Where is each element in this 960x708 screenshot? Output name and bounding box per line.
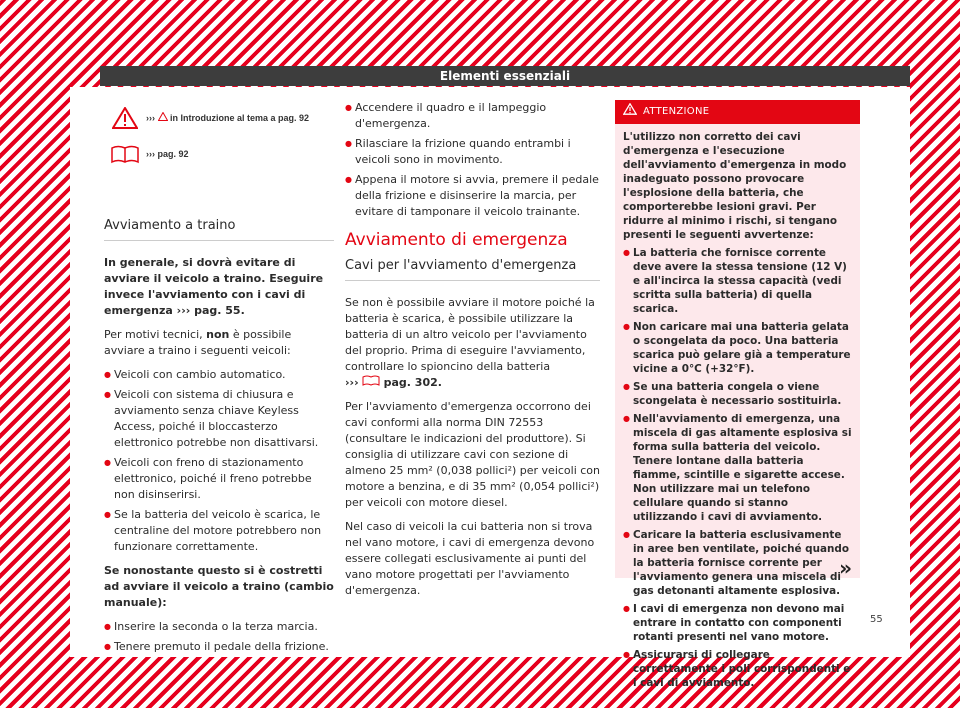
warning-panel — [615, 100, 860, 689]
book-icon — [104, 144, 146, 164]
warning-item: ● I cavi di emergenza non devono mai entrare in contatto con componenti rotanti presenti nel vano motore. — [623, 602, 852, 644]
warning-item: ● Non caricare mai una batteria gelata o scongelata da poco. Una batteria scarica può gelare già a temperature vicine a 0°C (+32°F). — [623, 320, 852, 376]
list-item: ● Accendere il quadro e il lampeggio d'emergenza. — [345, 100, 600, 132]
intro-text: In generale, si dovrà evitare di avviare il veicolo a traino. Eseguire invece l'avviamento con i cavi di emergenza — [104, 256, 324, 317]
small-book-icon — [362, 376, 380, 389]
manual-heading: Se nonostante questo si è costretti ad avviare il veicolo a traino (cambio manuale): — [104, 564, 334, 609]
warning-title: ATTENZIONE — [643, 106, 710, 117]
section-subtitle: Cavi per l'avviamento d'emergenza — [345, 258, 600, 281]
warning-item: ● Assicurarsi di collegare correttamente i poli corrispondenti e i cavi di avviamento. — [623, 648, 852, 690]
intro-paragraph — [104, 255, 334, 319]
ref-link-page[interactable]: pag. 302. — [383, 376, 442, 389]
tech-text-end: è possibile avviare a traino i seguenti veicoli: — [104, 328, 292, 357]
warning-triangle-icon — [623, 103, 637, 121]
warning-header — [615, 100, 860, 124]
warning-box — [615, 100, 860, 689]
continue-arrow: » — [839, 556, 852, 580]
warning-triangle-icon — [104, 107, 146, 129]
tech-non: non — [206, 328, 230, 341]
warning-item: ● Se una batteria congela o viene scongelata è necessario sostituirla. — [623, 380, 852, 408]
paragraph-text: Se non è possibile avviare il motore poiché la batteria è scarica, è possibile utilizzare la batteria di un altro veicolo per l'avviamento del proprio. Prima di eseguire l'avviamento, controllare lo spioncino della batteria — [345, 296, 595, 373]
warning-item: ● Caricare la batteria esclusivamente in aree ben ventilate, poiché quando la batteria fornisce corrente per l'avviamento genera una miscela di gas detonanti altamente esplosiva. — [623, 528, 852, 598]
list-item: ● Appena il motore si avvia, premere il pedale della frizione e disinserire la marcia, per evitare di tamponare il veicolo trainante. — [345, 172, 600, 220]
warning-item: ● Nell'avviamento di emergenza, una miscela di gas altamente esplosiva si forma sulla batteria del veicolo. Tenere lontane dalla batteria fiamme, scintille e sigarette accese. Non utilizzare mai un telefono cellulare quando si stanno utilizzando i cavi di avviamento. — [623, 412, 852, 524]
chapter-title: Avviamento di emergenza — [345, 230, 568, 250]
paragraph: Nel caso di veicoli la cui batteria non si trova nel vano motore, i cavi di emergenza devono essere collegati esclusivamente ai punti del vano motore progettati per l'avviamento d'emergenza. — [345, 520, 595, 597]
warning-ref-row — [104, 100, 334, 136]
section-heading: Avviamento a traino — [104, 212, 334, 241]
column-middle — [345, 100, 600, 607]
paragraph: Per l'avviamento d'emergenza occorrono dei cavi conformi alla norma DIN 72553 (consultare le indicazioni del produttore). Si consiglia di utilizzare cavi con sezione di almeno 25 mm² (0,038 pollici²) per veicoli con motore a benzina, e di 35 mm² (0,054 pollici²) per veicoli con motore diesel. — [345, 400, 601, 509]
list-item: ● Se la batteria del veicolo è scarica, le centraline del motore potrebbero non funzionare correttamente. — [104, 507, 334, 555]
warning-item: ● La batteria che fornisce corrente deve avere la stessa tensione (12 V) e all'incirca la stessa capacità (vedi scritta sulla batteria) di quella scarica. — [623, 246, 852, 316]
intro-ref-link[interactable]: ››› pag. 55. — [176, 304, 245, 317]
list-item: ● Veicoli con cambio automatico. — [104, 367, 334, 383]
column-left — [104, 100, 334, 659]
page-number: 55 — [870, 614, 883, 625]
manual-ref-row — [104, 136, 334, 172]
tech-text: Per motivi tecnici, — [104, 328, 207, 341]
paragraph — [345, 295, 600, 391]
tech-paragraph — [104, 327, 334, 359]
ref-prefix: ››› — [146, 113, 155, 123]
list-item: ● Tenere premuto il pedale della frizione. — [104, 639, 334, 655]
list-item: ● Rilasciare la frizione quando entrambi i veicoli sono in movimento. — [345, 136, 600, 168]
page-header: Elementi essenziali — [100, 66, 910, 86]
list-item: ● Veicoli con sistema di chiusura e avviamento senza chiave Keyless Access, poiché il bloccasterzo elettronico potrebbe non disattivarsi. — [104, 387, 334, 451]
warning-intro: L'utilizzo non corretto dei cavi d'emergenza e l'esecuzione dell'avviamento d'emergenza in modo inadeguato possono provocare l'esplosione della batteria, che comporterebbe lesioni gravi. Per ridurre al minimo i rischi, si tengano presenti le seguenti avvertenze: — [623, 131, 847, 241]
ref-prefix: ››› — [345, 376, 359, 389]
ref-link-page[interactable]: pag. 92 — [157, 149, 189, 159]
list-item: ● Veicoli con freno di stazionamento elettronico, poiché il freno potrebbe non disinserirsi. — [104, 455, 334, 503]
ref-link-intro[interactable]: in Introduzione al tema a pag. 92 — [170, 113, 310, 123]
small-warning-icon — [158, 110, 168, 126]
list-item: ● Inserire la seconda o la terza marcia. — [104, 619, 334, 635]
ref-prefix: ››› — [146, 149, 155, 159]
